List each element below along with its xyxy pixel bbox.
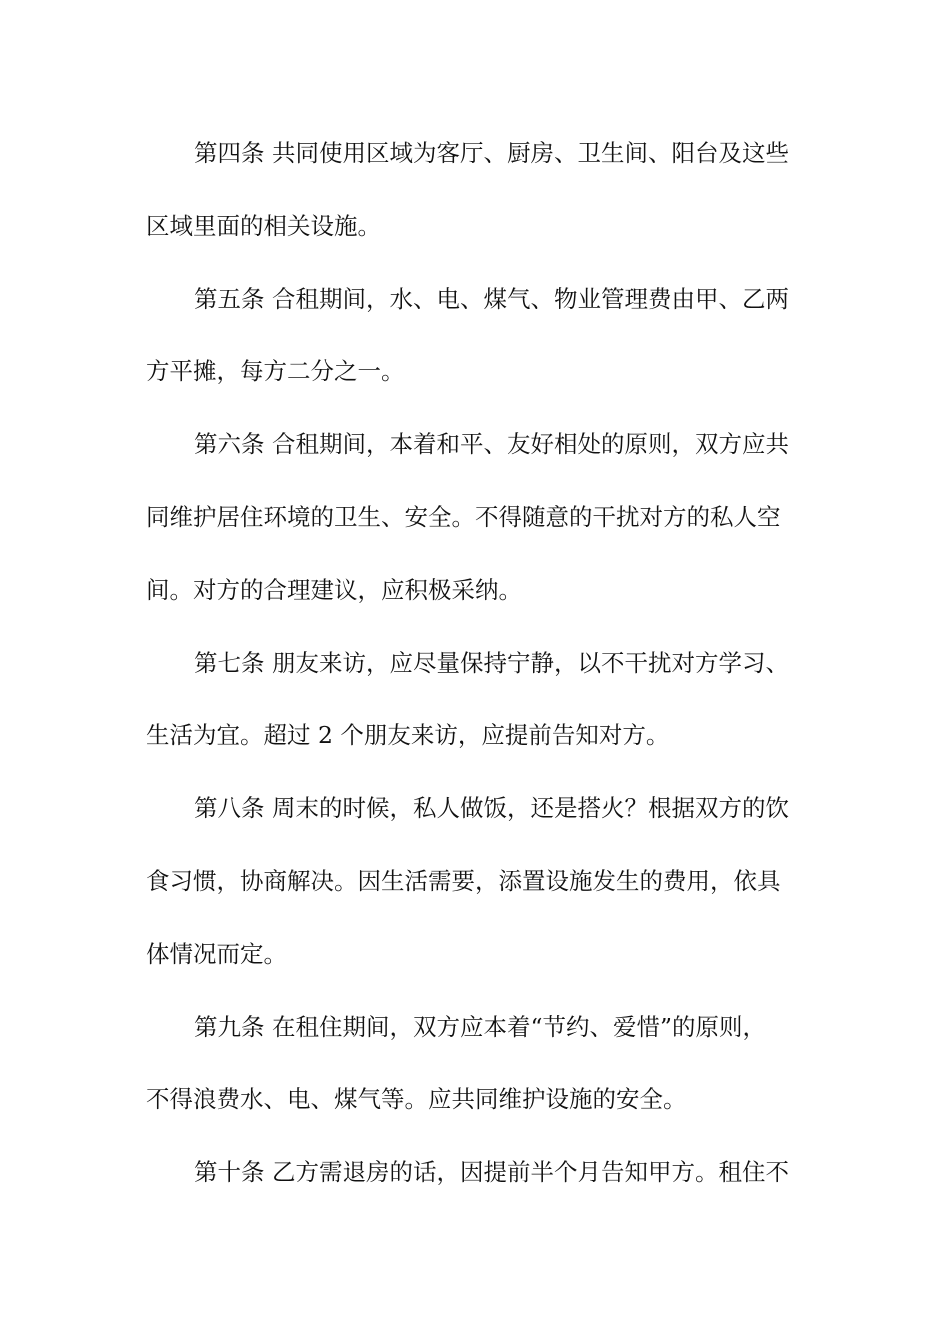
paragraph-line-article-4: 第四条 共同使用区域为客厅、厨房、卫生间、阳台及这些: [194, 139, 789, 167]
paragraph-line: 不得浪费水、电、煤气等。应共同维护设施的安全。: [146, 1085, 687, 1114]
paragraph-line-article-7: 第七条 朋友来访，应尽量保持宁静，以不干扰对方学习、: [194, 648, 789, 677]
paragraph-line: 体情况而定。: [146, 939, 287, 968]
paragraph-line-article-6: 第六条 合租期间，本着和平、友好相处的原则，双方应共: [194, 430, 789, 459]
paragraph-line-article-8: 第八条 周末的时候，私人做饭，还是搭火？根据双方的饮: [194, 794, 789, 823]
paragraph-line: 间。对方的合理建议，应积极采纳。: [146, 575, 522, 604]
paragraph-line: 生活为宜。超过 2 个朋友来访，应提前告知对方。: [146, 721, 670, 750]
paragraph-line: 食习惯，协商解决。因生活需要，添置设施发生的费用，依具: [146, 866, 781, 895]
paragraph-line: 区域里面的相关设施。: [146, 211, 381, 240]
paragraph-line-article-5: 第五条 合租期间，水、电、煤气、物业管理费由甲、乙两: [194, 284, 789, 313]
document-body: [146, 128, 808, 1220]
paragraph-line: 方平摊，每方二分之一。: [146, 357, 405, 386]
paragraph-line: 同维护居住环境的卫生、安全。不得随意的干扰对方的私人空: [146, 502, 781, 531]
paragraph-line-article-10: 第十条 乙方需退房的话，因提前半个月告知甲方。租住不: [194, 1158, 789, 1187]
paragraph-line-article-9: 第九条 在租住期间，双方应本着“节约、爱惜”的原则，: [194, 1012, 766, 1041]
